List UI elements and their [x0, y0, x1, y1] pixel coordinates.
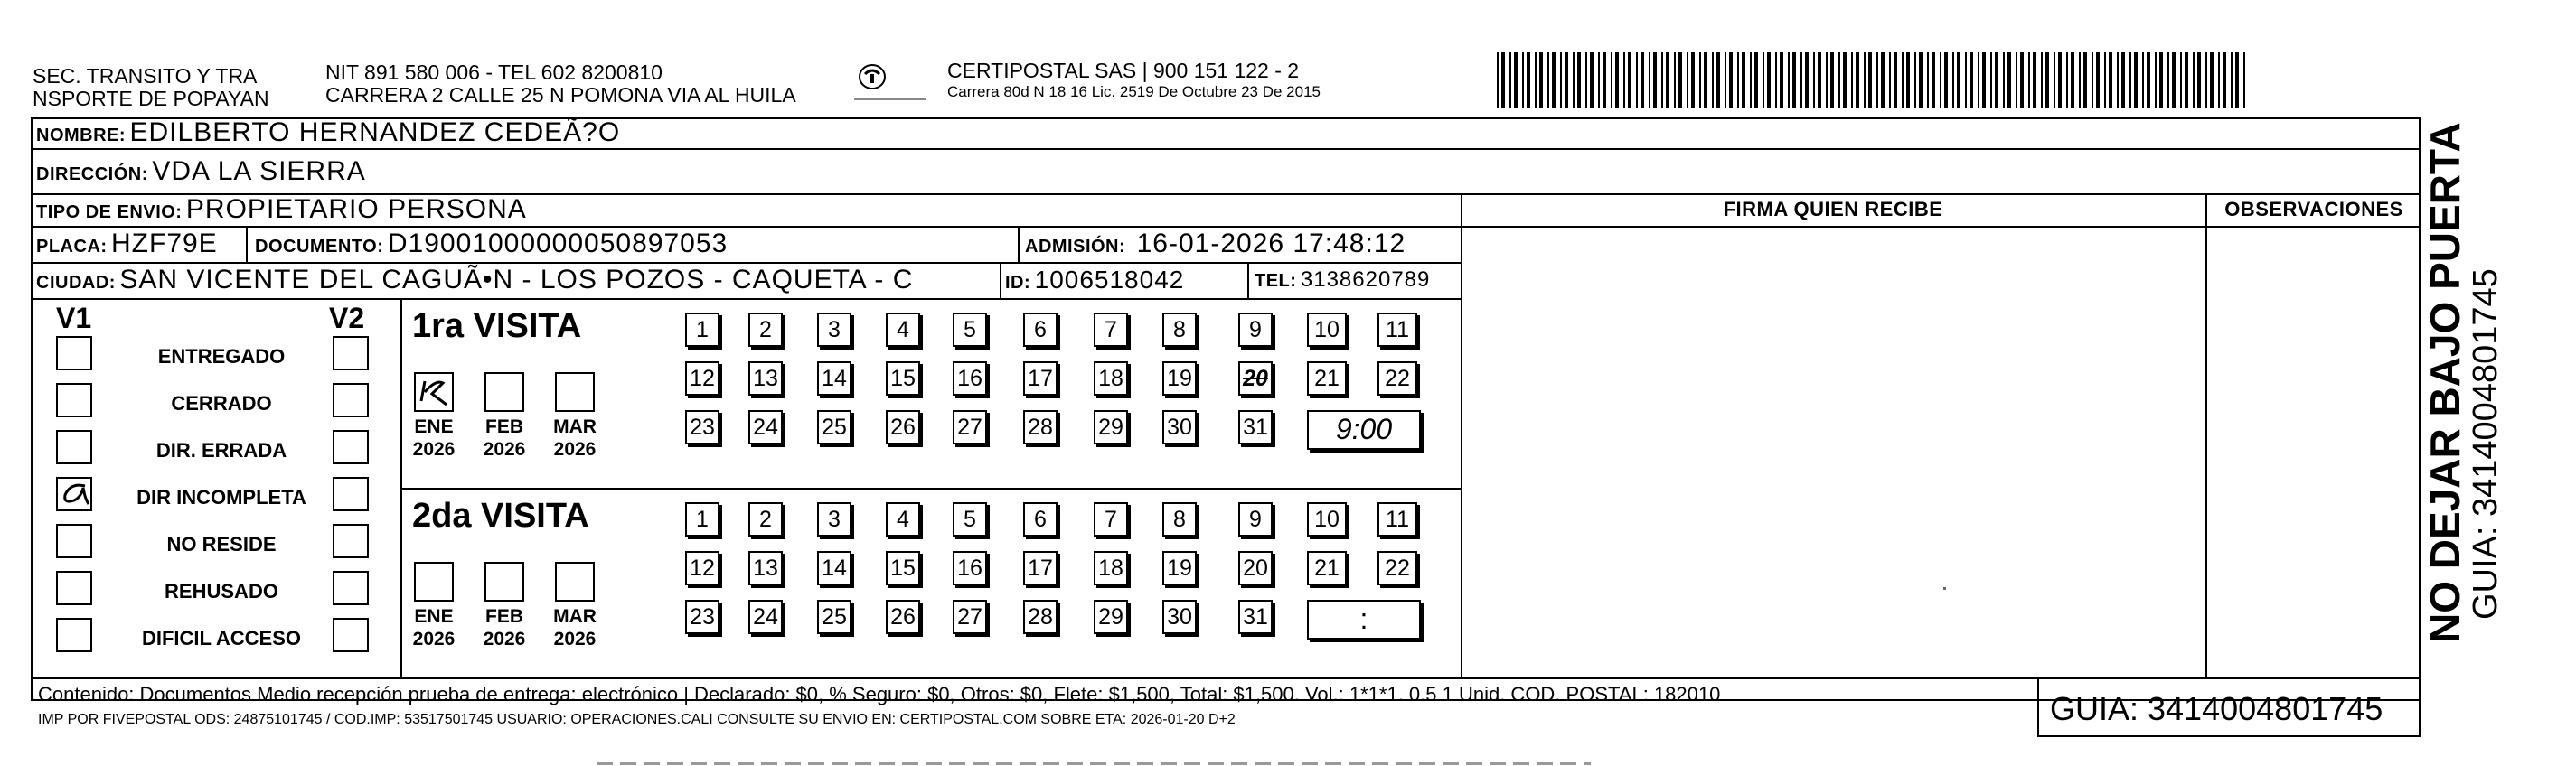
day-box[interactable]: 17 — [1023, 551, 1058, 585]
day-box[interactable]: 1 — [685, 313, 719, 347]
day-box[interactable]: 12 — [685, 551, 719, 585]
month-checkbox[interactable] — [414, 562, 454, 602]
day-box[interactable]: 27 — [953, 410, 987, 444]
month-checkbox[interactable] — [484, 562, 524, 602]
v2-checkbox[interactable] — [333, 571, 369, 605]
day-box[interactable]: 6 — [1023, 502, 1058, 537]
day-box[interactable]: 20 — [1238, 551, 1273, 585]
day-box[interactable]: 8 — [1162, 313, 1197, 347]
day-box[interactable]: 9 — [1238, 313, 1273, 347]
office-name — [33, 65, 269, 110]
sender-info — [325, 61, 796, 107]
day-box[interactable]: 28 — [1023, 410, 1058, 444]
month-checkbox[interactable] — [484, 372, 524, 412]
month-name: FEB — [485, 606, 523, 627]
day-box[interactable]: 18 — [1094, 551, 1128, 585]
day-box[interactable]: 3 — [817, 502, 851, 537]
day-box[interactable]: 7 — [1094, 313, 1128, 347]
day-box[interactable]: 27 — [953, 600, 987, 634]
month-label — [548, 605, 602, 650]
footer-guia: GUIA: 3414004801745 — [2050, 690, 2383, 727]
carrier-logo-icon — [850, 61, 895, 92]
footer-print-line: IMP POR FIVEPOSTAL ODS: 24875101745 / COD.IMP: 53517501745 USUARIO: OPERACIONES.CALI CONSULTE SU ENVIO EN: CERTIPOSTAL.COM SOBRE ETA: 2026-01-20 D+2 — [38, 712, 1236, 727]
status-label: DIR INCOMPLETA — [136, 486, 306, 509]
month-name: MAR — [553, 606, 597, 627]
day-box[interactable]: 14 — [817, 551, 851, 585]
documento-field — [255, 226, 728, 262]
scan-artifact — [597, 762, 1591, 765]
month-year: 2026 — [412, 629, 456, 649]
day-box[interactable]: 30 — [1162, 410, 1197, 444]
day-box[interactable]: 4 — [886, 502, 920, 537]
month-checkbox[interactable] — [555, 562, 595, 602]
day-box[interactable]: 26 — [886, 600, 920, 634]
day-box[interactable]: 24 — [748, 600, 783, 634]
observaciones-title: OBSERVACIONES — [2224, 198, 2403, 220]
tel-label: TEL: — [1255, 271, 1297, 291]
day-box[interactable]: 4 — [886, 313, 920, 347]
documento-value: D19001000000050897053 — [387, 229, 729, 258]
day-box[interactable]: 14 — [817, 361, 851, 396]
tel-field — [1255, 262, 1430, 298]
month-label — [477, 416, 531, 461]
v2-label: V2 — [329, 302, 365, 334]
side-notice — [2422, 101, 2504, 643]
barcode — [1497, 52, 2251, 108]
month-label — [407, 605, 461, 650]
v1-checkbox[interactable] — [56, 477, 92, 511]
day-box[interactable]: 31 — [1238, 600, 1273, 634]
placa-field — [36, 226, 218, 262]
day-box[interactable]: 16 — [953, 361, 987, 396]
admision-label: ADMISIÓN: — [1025, 237, 1126, 257]
id-field — [1005, 262, 1184, 298]
status-label: CERRADO — [171, 392, 272, 415]
day-box[interactable]: 12 — [685, 361, 719, 396]
status-label: DIFICIL ACCESO — [141, 627, 301, 649]
month-year: 2026 — [483, 439, 526, 460]
v2-checkbox[interactable] — [333, 618, 369, 652]
day-box[interactable]: 2 — [748, 313, 783, 347]
direccion-label: DIRECCIÓN: — [36, 164, 148, 184]
day-box[interactable]: 6 — [1023, 313, 1058, 347]
day-box[interactable]: 24 — [748, 410, 783, 444]
month-year: 2026 — [553, 439, 597, 460]
nombre-label: NOMBRE: — [36, 126, 127, 145]
admision-value: 16-01-2026 17:48:12 — [1136, 229, 1406, 258]
ciudad-label: CIUDAD: — [36, 273, 116, 293]
carrier-info — [947, 60, 1321, 102]
firma-title: FIRMA QUIEN RECIBE — [1723, 198, 1943, 220]
month-year: 2026 — [412, 439, 456, 460]
direccion-value: VDA LA SIERRA — [152, 156, 366, 186]
day-box[interactable]: 15 — [886, 551, 920, 585]
month-label — [548, 416, 602, 461]
month-name: FEB — [485, 416, 523, 437]
day-box[interactable]: 10 — [1307, 502, 1347, 537]
month-name: ENE — [414, 416, 454, 437]
first-visit-title: 1ra VISITA — [412, 307, 582, 345]
v2-checkbox[interactable] — [333, 524, 369, 558]
day-box[interactable]: 29 — [1094, 410, 1128, 444]
day-box[interactable]: 22 — [1377, 361, 1417, 396]
day-box[interactable]: 13 — [748, 361, 783, 396]
month-year: 2026 — [553, 629, 597, 649]
carrier-line-1: CERTIPOSTAL SAS | 900 151 122 - 2 — [947, 59, 1300, 82]
month-checkbox[interactable] — [414, 372, 454, 412]
day-box[interactable]: 15 — [886, 361, 920, 396]
day-box[interactable]: 17 — [1023, 361, 1058, 396]
day-box[interactable]: 25 — [817, 410, 851, 444]
v2-checkbox[interactable] — [333, 430, 369, 464]
day-box[interactable]: 31 — [1238, 410, 1273, 444]
day-box[interactable]: 8 — [1162, 502, 1197, 537]
day-box[interactable]: 26 — [886, 410, 920, 444]
day-box[interactable]: 1 — [685, 502, 719, 537]
day-box[interactable]: 5 — [953, 313, 987, 347]
scan-dot — [1943, 587, 1946, 590]
v2-checkbox[interactable] — [333, 336, 369, 370]
status-label: REHUSADO — [165, 580, 278, 603]
tipo-envio-field — [36, 193, 527, 226]
v1-checkbox[interactable] — [56, 336, 92, 370]
handwritten-check-icon — [416, 374, 452, 410]
tipo-envio-value: PROPIETARIO PERSONA — [185, 194, 527, 224]
id-label: ID: — [1005, 273, 1031, 293]
day-box[interactable]: 10 — [1307, 313, 1347, 347]
day-box[interactable]: 3 — [817, 313, 851, 347]
status-label: ENTREGADO — [157, 345, 286, 368]
office-line-1: SEC. TRANSITO Y TRA — [33, 64, 258, 88]
tel-value: 3138620789 — [1300, 267, 1431, 292]
month-label — [407, 416, 461, 461]
tipo-envio-label: TIPO DE ENVIO: — [36, 202, 183, 222]
day-box[interactable]: 25 — [817, 600, 851, 634]
day-box[interactable]: 19 — [1162, 551, 1197, 585]
day-box[interactable]: 28 — [1023, 600, 1058, 634]
carrier-logo-wordmark-icon — [854, 94, 926, 105]
v1-checkbox[interactable] — [56, 618, 92, 652]
month-label — [477, 605, 531, 650]
month-checkbox[interactable] — [555, 372, 595, 412]
day-box[interactable]: 19 — [1162, 361, 1197, 396]
v1-label: V1 — [56, 302, 92, 334]
v1-checkbox[interactable] — [56, 571, 92, 605]
placa-label: PLACA: — [36, 237, 108, 257]
ciudad-value: SAN VICENTE DEL CAGUÃ•N - LOS POZOS - CAQUETA - C — [119, 265, 914, 294]
second-visit-title: 2da VISITA — [412, 497, 589, 535]
v2-checkbox[interactable] — [333, 383, 369, 417]
day-box[interactable]: 21 — [1307, 551, 1347, 585]
day-box[interactable]: 16 — [953, 551, 987, 585]
status-label: NO RESIDE — [166, 533, 277, 556]
side-guia-text: GUIA: 3414004801745 — [2467, 268, 2505, 620]
day-box[interactable]: 29 — [1094, 600, 1128, 634]
office-line-2: NSPORTE DE POPAYAN — [33, 87, 269, 110]
day-box[interactable]: 5 — [953, 502, 987, 537]
placa-value: HZF79E — [111, 229, 218, 258]
month-name: ENE — [414, 606, 454, 627]
second-visit-time[interactable]: : — [1307, 600, 1421, 640]
day-box[interactable]: 7 — [1094, 502, 1128, 537]
day-box[interactable]: 11 — [1377, 313, 1417, 347]
v1-checkbox[interactable] — [56, 430, 92, 464]
no-dejar-text: NO DEJAR BAJO PUERTA — [2421, 122, 2468, 643]
day-box[interactable]: 20 — [1238, 361, 1273, 396]
v1-checkbox[interactable] — [56, 524, 92, 558]
day-box[interactable]: 21 — [1307, 361, 1347, 396]
direccion-field — [36, 152, 366, 192]
footer-content-line: Contenido: Documentos Medio recepción prueba de entrega: electrónico | Declarado: $0, % Seguro: $0, Otros: $0, Flete: $1,500, Total: $1,500. Vol.: 1*1*1. 0.5 1 Unid. COD. POSTAL: 182010 — [38, 683, 1721, 705]
first-visit-time[interactable]: 9:00 — [1307, 410, 1421, 450]
carrier-line-2: Carrera 80d N 18 16 Lic. 2519 De Octubre 23 De 2015 — [947, 83, 1321, 100]
nombre-field — [36, 117, 620, 148]
day-box[interactable]: 23 — [685, 410, 719, 444]
sender-address-line: CARRERA 2 CALLE 25 N POMONA VIA AL HUILA — [325, 83, 796, 107]
nit-line: NIT 891 580 006 - TEL 602 8200810 — [325, 61, 663, 84]
documento-label: DOCUMENTO: — [255, 237, 384, 257]
day-box[interactable]: 11 — [1377, 502, 1417, 537]
day-box[interactable]: 2 — [748, 502, 783, 537]
v2-checkbox[interactable] — [333, 477, 369, 511]
v1-checkbox[interactable] — [56, 383, 92, 417]
day-box[interactable]: 18 — [1094, 361, 1128, 396]
status-label: DIR. ERRADA — [155, 439, 287, 462]
nombre-value: EDILBERTO HERNANDEZ CEDEÃ?O — [129, 117, 621, 147]
month-year: 2026 — [483, 629, 526, 649]
day-box[interactable]: 13 — [748, 551, 783, 585]
admision-field — [1025, 226, 1406, 262]
ciudad-field — [36, 262, 998, 298]
day-box[interactable]: 30 — [1162, 600, 1197, 634]
day-box[interactable]: 22 — [1377, 551, 1417, 585]
day-box[interactable]: 9 — [1238, 502, 1273, 537]
month-name: MAR — [553, 416, 597, 437]
handwritten-mark-icon — [58, 479, 90, 509]
id-value: 1006518042 — [1034, 266, 1185, 294]
day-box[interactable]: 23 — [685, 600, 719, 634]
